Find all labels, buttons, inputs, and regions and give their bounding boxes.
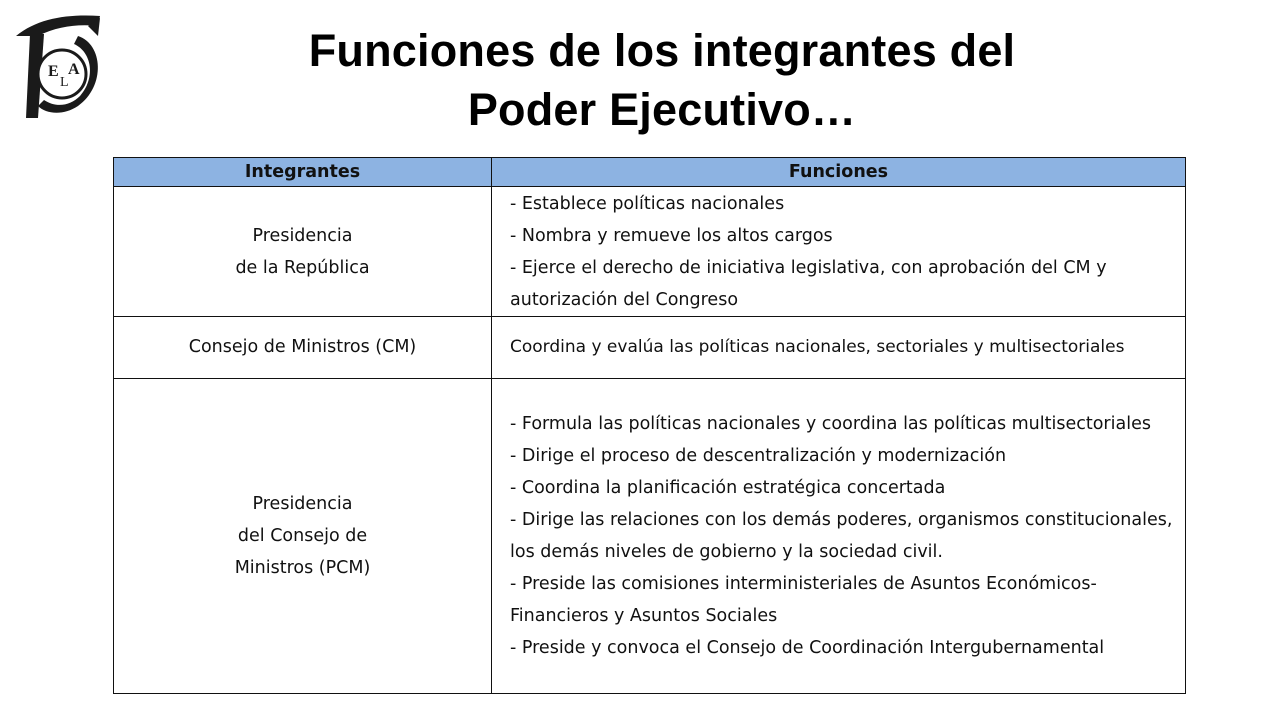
funcion-item: - Coordina la planificación estratégica concertada [510,477,946,498]
table-row [114,317,1186,378]
ela-logo [8,6,108,124]
page-title [120,22,1220,139]
funciones-cell [492,378,1186,694]
funcion-item: - Dirige las relaciones con los demás poderes, organismos constitucionales, los demás niveles de gobierno y la sociedad civil. [510,509,1173,562]
integrante-line: del Consejo de [237,525,368,546]
functions-table [113,157,1186,694]
funcion-item: - Establece políticas nacionales [510,193,785,214]
integrante-line: Presidencia [252,493,353,514]
integrante-line: Ministros (PCM) [234,557,371,578]
logo-letter-e: E [48,63,59,80]
header-integrantes: Integrantes [114,158,492,187]
integrante-line: Presidencia [252,225,353,246]
title-line-1: Funciones de los integrantes del [308,25,1016,76]
integrante-cell [114,187,492,317]
funcion-item: - Preside las comisiones interministeriales de Asuntos Económicos-Financieros y Asuntos Sociales [510,573,1097,626]
funcion-item: - Nombra y remueve los altos cargos [510,225,833,246]
funcion-item: Coordina y evalúa las políticas nacionales, sectoriales y multisectoriales [510,337,1125,358]
logo-letter-a: A [68,61,80,78]
header-funciones: Funciones [492,158,1186,187]
integrante-cell [114,317,492,378]
title-line-2: Poder Ejecutivo… [467,84,857,135]
funcion-item: - Formula las políticas nacionales y coordina las políticas multisectoriales [510,413,1151,434]
funcion-item: - Preside y convoca el Consejo de Coordinación Intergubernamental [510,637,1105,658]
funcion-item: - Ejerce el derecho de iniciativa legislativa, con aprobación del CM y autorización del Congreso [510,257,1107,310]
integrante-line: de la República [235,257,370,278]
funciones-cell [492,317,1186,378]
logo-letter-l: L [60,75,69,90]
table-row [114,187,1186,317]
funciones-cell [492,187,1186,317]
funcion-item: - Dirige el proceso de descentralización y modernización [510,445,1007,466]
integrante-cell [114,378,492,694]
table-row [114,378,1186,694]
table-header-row [114,158,1186,187]
integrante-line: Consejo de Ministros (CM) [188,337,417,358]
